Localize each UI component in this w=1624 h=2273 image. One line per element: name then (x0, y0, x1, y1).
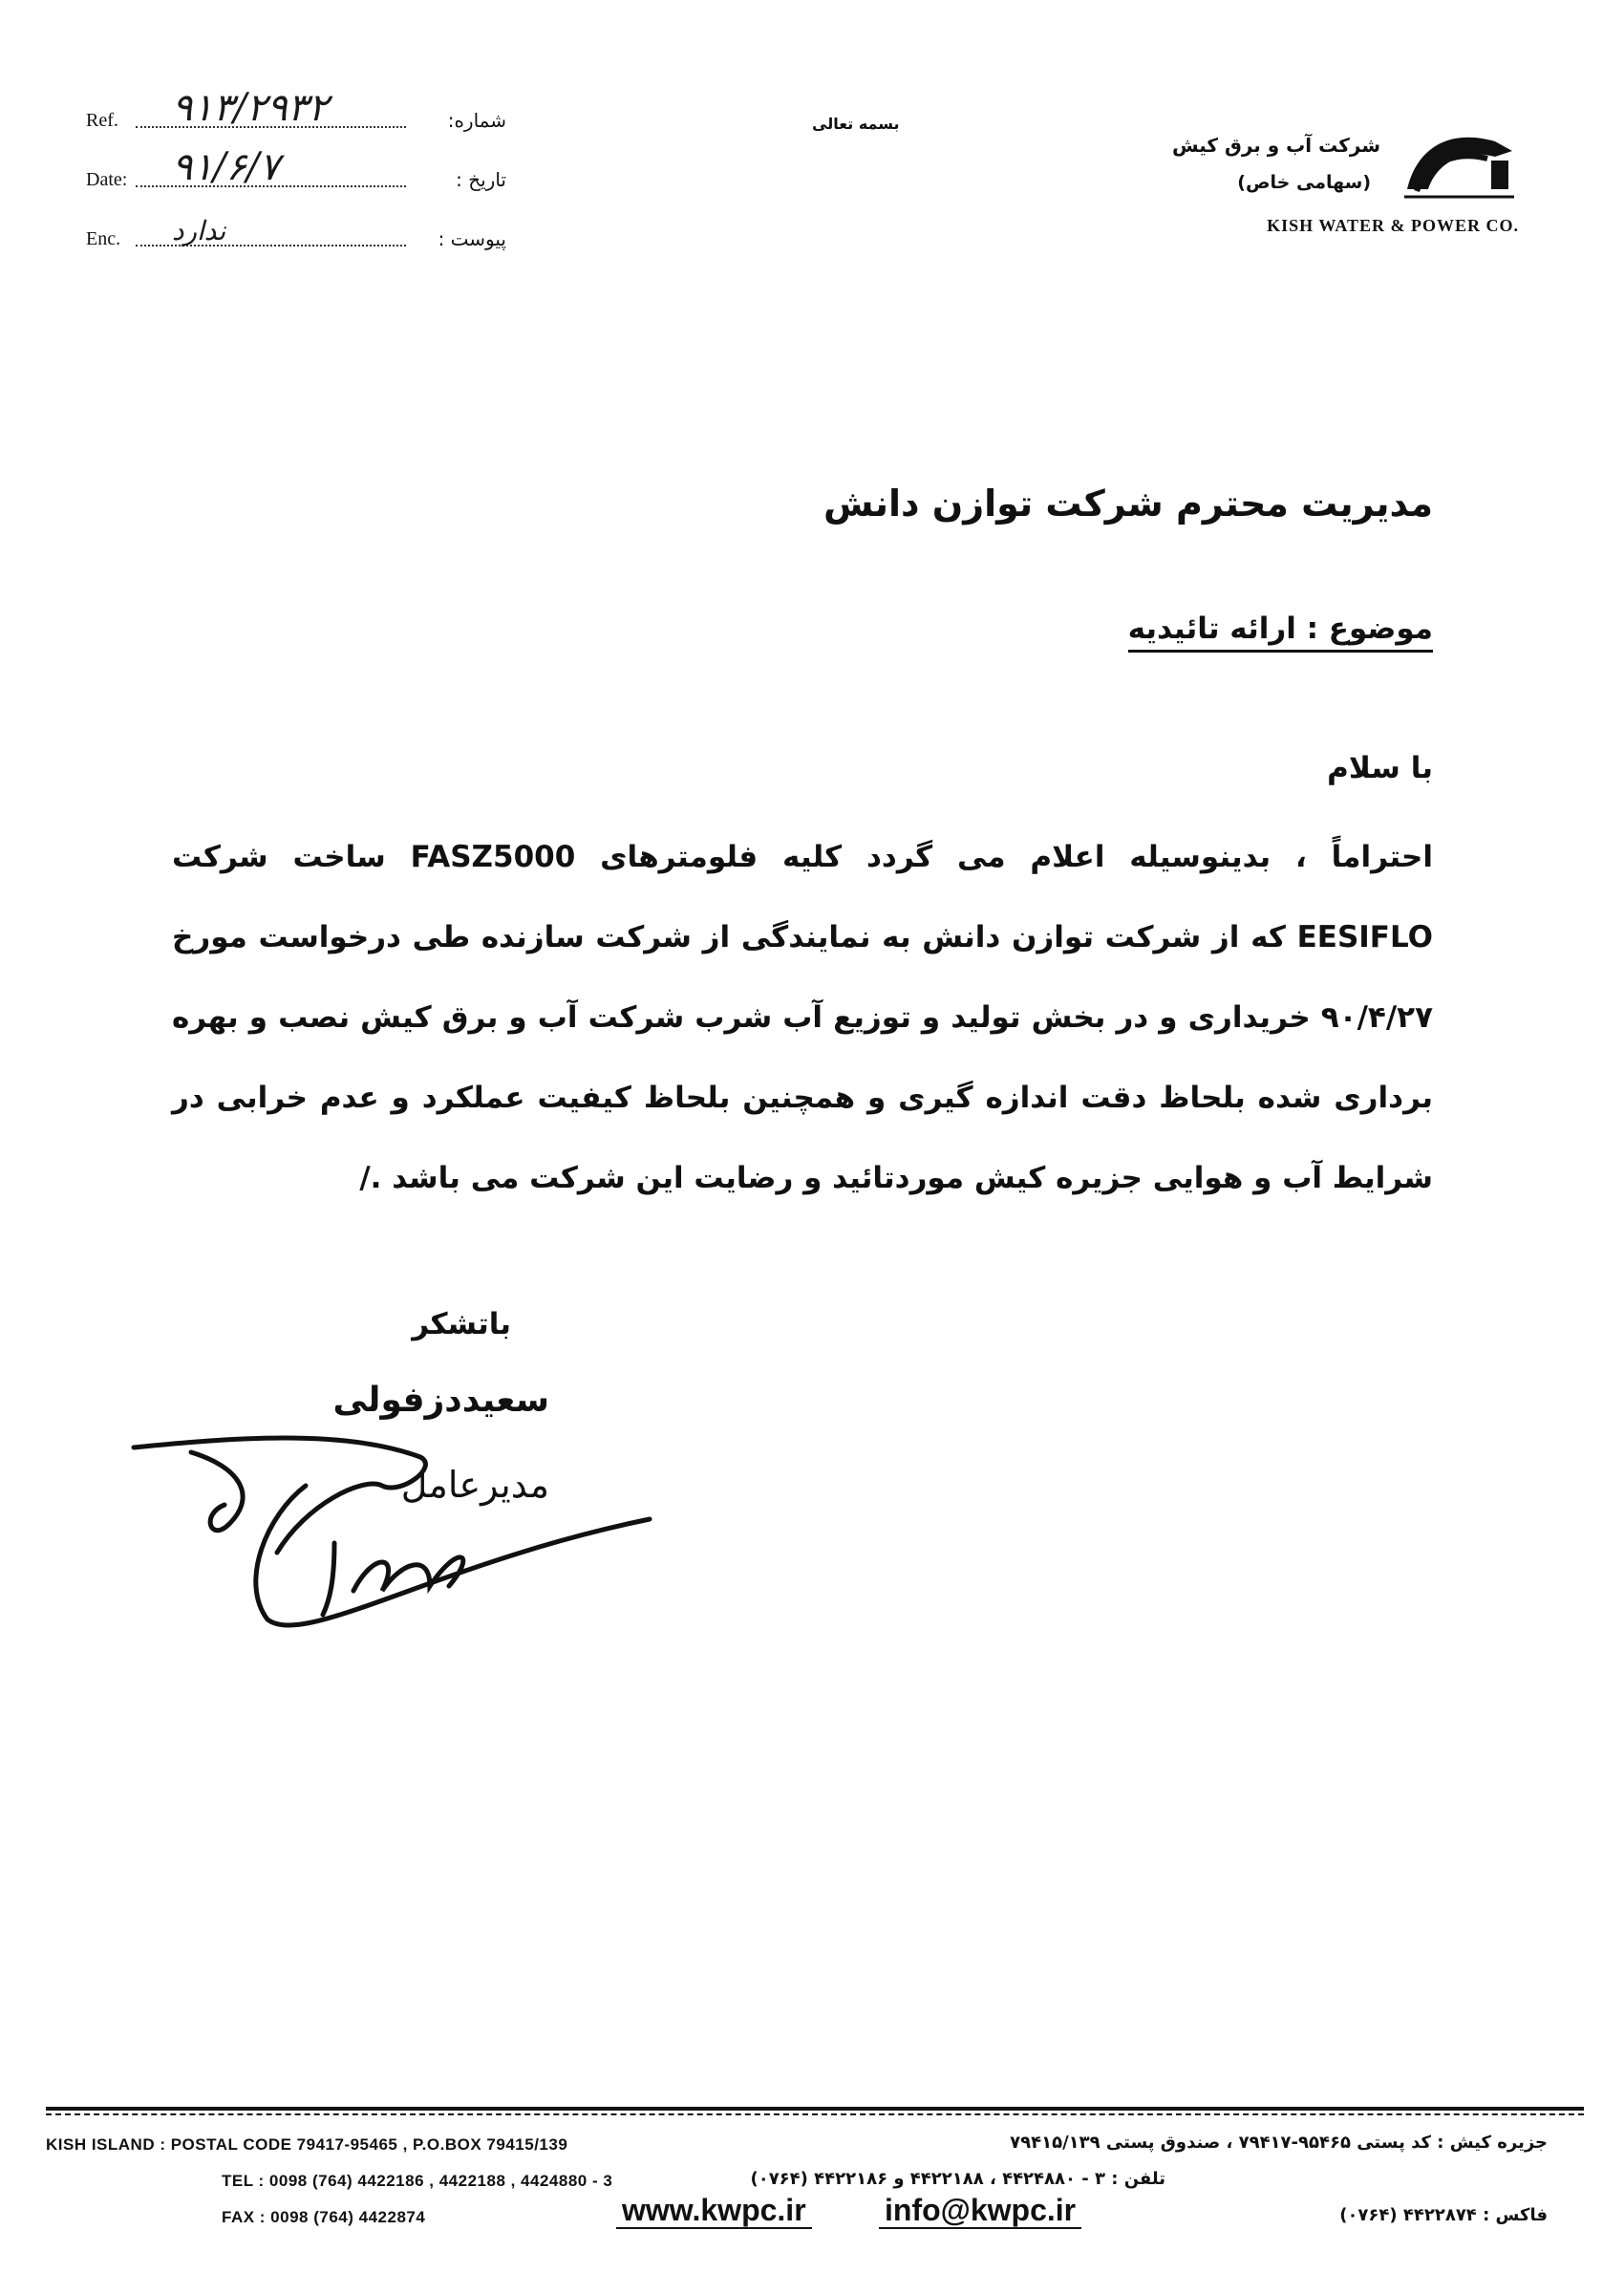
subject (1128, 611, 1433, 646)
closing: باتشکر (412, 1307, 511, 1341)
letter-paragraph: احتراماً ، بدینوسیله اعلام می گردد کلیه فلومترهای FASZ5000 ساخت شرکت EESIFLO که از شرکت توازن دانش به نمایندگی از شرکت سازنده طی درخواست مورخ ۹۰/۴/۲۷ خریداری و در بخش تولید و توزیع آب شرب شرکت آب و برق کیش نصب و بهره برداری شده بلحاظ دقت اندازه گیری و همچنین بلحاظ کیفیت عملکرد و عدم خرابی در شرایط آب و هوایی جزیره کیش موردتائید و رضایت این شرکت می باشد ./ (172, 840, 1433, 1195)
ref-number: ۹۱۳/۲۹۳۲ (172, 86, 329, 130)
footer-email[interactable] (879, 2193, 1081, 2228)
footer-fax-en: FAX : 0098 (764) 4422874 (222, 2208, 426, 2226)
footer-rule (46, 2107, 1584, 2111)
date-label-en: Date: (86, 169, 128, 190)
signer-name: سعیددزفولی (332, 1381, 549, 1420)
footer-address-fa: جزیره کیش : کد پستی ۹۵۴۶۵-۷۹۴۱۷ ، صندوق پستی ۷۹۴۱۵/۱۳۹ (1010, 2133, 1548, 2153)
ref-label-fa: شماره: (447, 109, 506, 132)
company-logo-icon (1400, 122, 1524, 208)
footer-rule-dashed (46, 2113, 1584, 2115)
footer-tel-fa: تلفن : ۳ - ۴۴۲۴۸۸۰ ، ۴۴۲۲۱۸۸ و ۴۴۲۲۱۸۶ (۰۷۶۴) (750, 2169, 1165, 2189)
greeting: با سلام (1327, 751, 1433, 785)
date-row (86, 145, 506, 193)
signer-position: مدیرعامل (400, 1464, 549, 1506)
footer-email-link[interactable]: info@kwpc.ir (879, 2193, 1081, 2229)
subject-text: موضوع : ارائه تائیدیه (1128, 611, 1433, 653)
footer-website[interactable] (616, 2193, 812, 2228)
handwritten-signature (115, 1409, 688, 1658)
enclosure-label-en: Enc. (86, 228, 121, 249)
date-value: ۹۱/۶/۷ (172, 145, 280, 189)
enclosure-row (86, 214, 506, 252)
ref-row (86, 86, 506, 134)
recipient: مدیریت محترم شرکت توازن دانش (823, 482, 1433, 525)
date-label-fa: تاریخ : (456, 168, 506, 191)
footer-tel-en: TEL : 0098 (764) 4422186 , 4422188 , 4424880 - 3 (222, 2172, 613, 2190)
enclosure-value: ندارد (172, 215, 226, 247)
footer-website-link[interactable]: www.kwpc.ir (616, 2193, 812, 2229)
ref-label-en: Ref. (86, 110, 118, 131)
basmala: بسمه تعالی (812, 115, 900, 133)
footer-fax-fa: فاکس : ۴۴۲۲۸۷۴ (۰۷۶۴) (1339, 2205, 1548, 2225)
company-type-fa: (سهامی خاص) (1237, 172, 1371, 193)
company-name-en: KISH WATER & POWER CO. (1267, 216, 1519, 235)
footer-address-en: KISH ISLAND : POSTAL CODE 79417-95465 , P.O.BOX 79415/139 (46, 2135, 568, 2154)
enclosure-label-fa: پیوست : (438, 227, 506, 250)
company-name-fa: شرکت آب و برق کیش (1171, 134, 1380, 157)
